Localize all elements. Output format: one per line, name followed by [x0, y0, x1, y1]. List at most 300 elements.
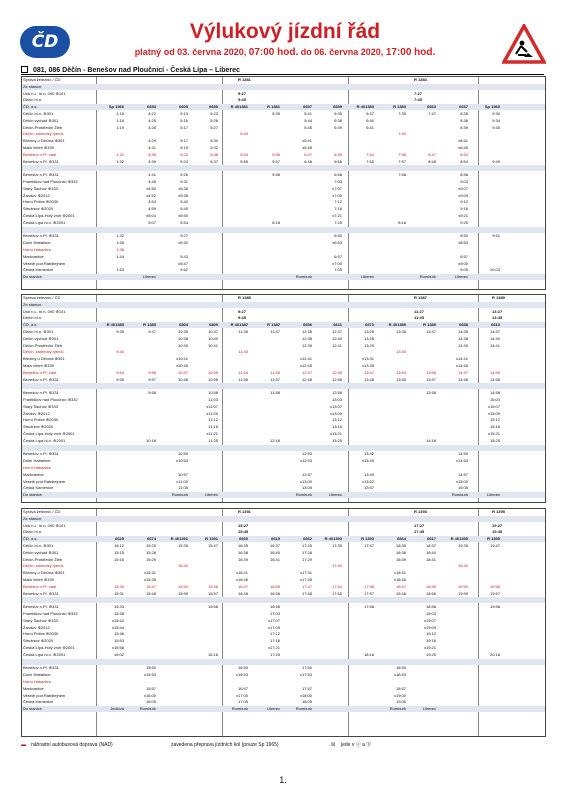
connection-time: 5:27 [238, 90, 247, 96]
time-cell: 4:22 [148, 111, 156, 116]
time-cell: 18:48 [395, 590, 406, 596]
time-cell: 7:54 [366, 151, 374, 157]
table-row [22, 104, 545, 110]
time-cell: 18:57 [395, 685, 406, 691]
time-cell: 14:48 [457, 376, 468, 382]
station-name: Správa železnic / ČD [23, 295, 61, 300]
time-cell: 16:50 [237, 665, 248, 671]
route-heading [21, 66, 544, 75]
legend [21, 741, 544, 749]
table-row [22, 679, 545, 685]
time-cell: x9:07 [458, 185, 468, 191]
time-cell: x5:47 [178, 260, 188, 266]
timetable-block-3 [21, 508, 546, 737]
time-cell: 8:57 [460, 253, 468, 259]
time-cell: 16:40 [269, 549, 280, 555]
time-cell: x15:31 [143, 570, 156, 576]
connection-time: 13:45 [492, 315, 503, 321]
time-cell: 11:47 [270, 329, 280, 334]
connection-time: 7:45 [414, 97, 423, 103]
train-number: 6656 [303, 322, 312, 328]
time-cell: 15:28 [145, 549, 156, 555]
train-number: 6615 [271, 536, 280, 542]
time-cell: 17:12 [269, 631, 280, 637]
time-cell: 5:26 [210, 117, 218, 123]
time-cell: 15:31 [113, 590, 124, 596]
table-row [22, 233, 545, 239]
table-row [22, 523, 545, 529]
time-cell: x12:53 [299, 458, 312, 464]
time-cell: 6:39 [334, 124, 342, 130]
station-name: Veselé pod Rabštejnem [23, 478, 66, 484]
station-name: Březiny u Děčína ⊕301 [23, 138, 65, 144]
time-cell: 4:45 [148, 179, 156, 184]
time-cell: 7:03 [334, 179, 342, 184]
train-heading: R 1385 [238, 295, 251, 300]
time-cell: 9:35 [116, 329, 124, 334]
time-cell: 8:18 [398, 219, 406, 225]
train-number: 6653 [147, 104, 156, 110]
station-name: Stružnice ⊕2020 [23, 206, 54, 212]
time-cell: 15:53 [113, 638, 124, 644]
train-number: R 1393 [361, 536, 374, 542]
time-cell: 1:31 [116, 151, 124, 157]
time-cell: 19:12 [425, 631, 436, 637]
time-cell: 17:05 [237, 699, 248, 705]
train-number: R 401383 [356, 104, 374, 110]
time-cell: 17:28 [301, 549, 312, 555]
time-cell: 1:38 [116, 247, 124, 252]
time-cell: x4:50 [146, 185, 156, 191]
time-cell: x10:53 [175, 458, 188, 464]
valid-to-time: 17:00 hod. [385, 47, 436, 58]
time-cell: 13:47 [363, 369, 374, 375]
table-row [22, 625, 545, 631]
station-name: Ústí n.L. hl.n. 090 ⊕101 [23, 522, 66, 528]
time-cell: 11:16 [208, 424, 218, 430]
time-cell: 18:35 [395, 543, 406, 548]
time-cell: 14:50 [457, 451, 468, 457]
time-cell: 13:48 [363, 376, 374, 382]
table-row [22, 240, 545, 246]
time-cell: 13:58 [425, 390, 436, 396]
time-cell: 11:05 [178, 485, 188, 491]
time-cell: x5:50 [178, 213, 188, 218]
time-cell: 5:13 [180, 111, 188, 116]
time-cell: 16:58 [269, 604, 280, 610]
time-cell: 11:40 [238, 349, 248, 355]
station-name: Do stanice [23, 492, 42, 498]
table-row [22, 618, 545, 624]
station-name: Žandov ⊕2012 [23, 192, 50, 198]
time-cell: 6:37 [366, 111, 374, 116]
station-name: Děčín hl.n. ⊕301 [23, 543, 54, 548]
table-row [22, 84, 545, 90]
time-cell: 16:38 [237, 549, 248, 555]
time-cell: 5:45 [304, 124, 312, 130]
time-cell: 12:47 [301, 369, 312, 375]
time-cell: 16:48 [237, 590, 248, 596]
time-cell: 15:16 [113, 556, 124, 562]
time-cell: Rumburk [451, 492, 468, 498]
table-row [22, 172, 545, 178]
station-name: Františkov nad Ploučnicí ⊕332 [23, 397, 78, 402]
connection-time: 19:45 [492, 529, 503, 535]
table-row [22, 159, 545, 165]
train-number: R 1395 [487, 536, 500, 542]
train-number: R 1389 [423, 322, 436, 328]
table-row [22, 543, 545, 549]
table-row [22, 77, 545, 83]
time-cell: 18:39 [395, 556, 406, 562]
train-number: R 1381 [267, 104, 280, 110]
station-name: Česká Lípa-Holý vrch ⊕2001 [23, 645, 75, 650]
table-row [22, 509, 545, 515]
time-cell: 1:32 [116, 158, 124, 164]
table-row [22, 699, 545, 705]
time-cell: x10:45 [175, 363, 188, 368]
station-name: Starý Šachov ⊕333 [23, 617, 58, 623]
time-cell: x5:36 [178, 185, 188, 191]
time-cell: 18:58 [425, 604, 436, 610]
time-cell: 15:55 [177, 590, 188, 596]
table-row [22, 206, 545, 212]
time-cell: 8:53 [460, 151, 468, 157]
time-cell: Rumburk [231, 706, 248, 712]
station-name: Malá Veleň ⊕339 [23, 145, 54, 150]
time-cell: 9:34 [492, 117, 500, 123]
time-cell: 13:40 [395, 349, 406, 355]
time-cell: 16:02 [113, 651, 124, 657]
time-cell: 17:54 [331, 583, 342, 589]
x-mark-icon: ☒ [331, 742, 336, 748]
time-cell: x19:09 [423, 624, 436, 630]
time-cell: 11:12 [208, 417, 218, 423]
table-row [22, 111, 545, 117]
time-cell: 4:59 [148, 206, 156, 212]
table-row [22, 227, 545, 233]
time-cell: 9:49 [492, 158, 500, 164]
table-row [22, 597, 545, 603]
time-cell: 5:17 [180, 138, 188, 144]
time-cell: 18:56 [425, 590, 436, 596]
train-number: R 401389 [388, 322, 406, 328]
time-cell: 7:55 [366, 158, 374, 164]
time-cell: 8:48 [428, 158, 436, 164]
time-cell: x15:07 [487, 403, 500, 409]
table-row [22, 152, 545, 158]
time-cell: x14:53 [455, 458, 468, 464]
time-cell: 12:35 [301, 329, 312, 334]
station-name: Děčín hl.n. [23, 315, 43, 321]
time-cell: x19:00 [393, 692, 406, 698]
time-cell: x13:35 [361, 363, 374, 368]
time-cell: 16:55 [269, 583, 280, 589]
time-cell: Liberec [328, 492, 342, 498]
station-name: Ústí n.L. hl.n. 090 ⊕101 [23, 90, 66, 96]
station-name: Horní Police ⊕2030 [23, 199, 59, 205]
table-row [22, 693, 545, 699]
time-cell: x15:35 [143, 577, 156, 582]
time-cell: Liberec [422, 706, 436, 712]
time-cell: Rumburk [389, 706, 406, 712]
time-cell: 6:55 [334, 151, 342, 157]
time-cell: x17:09 [267, 624, 280, 630]
time-cell: 7:40 [398, 131, 406, 137]
connection-time: 7:27 [414, 90, 423, 96]
time-cell: 5:55 [240, 158, 248, 164]
station-name: Česká Lípa-Holý vrch ⊕2001 [23, 431, 75, 436]
table-row [22, 336, 545, 342]
table-row [22, 302, 545, 308]
time-cell: 7:25 [334, 219, 342, 225]
station-name: ČD, a.s. [23, 322, 38, 328]
time-cell: x16:00 [143, 692, 156, 698]
legend-note: zaveden​a přeprava jízdních kol (pouze Sp 1965) [171, 742, 279, 748]
train-number: 6613 [491, 322, 500, 328]
time-cell: 12:38 [301, 335, 312, 341]
time-cell: 5:32 [210, 145, 218, 150]
time-cell: Rumburk [171, 492, 188, 498]
table-row [22, 492, 545, 498]
station-name: Česká Kamenice [23, 267, 54, 273]
table-row [22, 659, 545, 665]
time-cell: 9:35 [492, 124, 500, 130]
table-row [22, 349, 545, 355]
table-row [22, 377, 545, 383]
time-cell: 13:54 [395, 369, 406, 375]
time-cell: Liberec [266, 706, 280, 712]
time-cell: 1:15 [116, 111, 124, 116]
time-cell: 15:12 [489, 417, 500, 423]
time-cell: 10:56 [207, 376, 218, 382]
table-row [22, 138, 545, 144]
time-cell: x16:41 [235, 570, 248, 576]
train-number: R 401385 [106, 322, 124, 328]
valid-mid: do 06. června 2020, [300, 47, 384, 57]
time-cell: 7:35 [398, 111, 406, 116]
time-cell: 5:40 [240, 131, 248, 137]
station-name: Děčín východ ⊕301 [23, 549, 59, 555]
train-heading: R 1389 [492, 295, 505, 300]
time-cell: 1:18 [116, 117, 124, 123]
table-row [22, 370, 545, 376]
time-cell: x15:42 [111, 617, 124, 623]
station-name: Česká Kamenice [23, 699, 54, 705]
station-name: Veselé pod Rabštejnem [23, 692, 66, 698]
table-row [22, 570, 545, 576]
train-number: 6663 [427, 104, 436, 110]
time-cell: 5:27 [180, 233, 188, 239]
time-cell: 10:48 [177, 376, 188, 382]
connection-time: 15:27 [238, 522, 249, 528]
time-cell: 10:03 [489, 267, 500, 273]
station-name: Ze stanice [23, 83, 42, 89]
time-cell: 15:58 [207, 604, 218, 610]
station-name: Březiny u Děčína ⊕301 [23, 356, 65, 362]
station-name: Benešov n.Pl. ⊕331 [23, 451, 59, 457]
roadworks-warning-icon [502, 24, 546, 64]
station-name: Horní Habartice [23, 247, 52, 252]
time-cell: 6:58 [334, 172, 342, 178]
time-cell: 14:18 [425, 437, 436, 443]
connection-time: 17:45 [414, 529, 425, 535]
station-name: Děčín-Prostřední Žleb [23, 124, 63, 130]
table-row [22, 577, 545, 583]
table-row [22, 179, 545, 185]
train-number: R 401395 [450, 536, 468, 542]
time-cell: x19:21 [423, 645, 436, 650]
bus-icon: ▬ [21, 742, 26, 748]
legend-x-note: jede v ⓐ a ⓑ [341, 742, 372, 748]
time-cell: 5:56 [272, 151, 280, 157]
time-cell: 5:54 [180, 219, 188, 225]
time-cell: 12:48 [301, 376, 312, 382]
time-cell: 15:46 [113, 631, 124, 637]
connection-time: 5:45 [238, 97, 247, 103]
time-cell: x18:45 [393, 577, 406, 582]
table-row [22, 404, 545, 410]
time-cell: x17:21 [267, 645, 280, 650]
time-cell: 6:38 [334, 117, 342, 123]
table-row [22, 665, 545, 671]
time-cell: 4:26 [148, 124, 156, 130]
time-cell: 5:44 [304, 117, 312, 123]
train-heading: R 1395 [492, 509, 505, 514]
station-name: ČD, a.s. [23, 536, 38, 542]
connection-time: 17:27 [414, 522, 425, 528]
train-number: 6625 [115, 536, 124, 542]
table-row [22, 254, 545, 260]
station-name: Dolní Habartice [23, 458, 51, 464]
time-cell: 5:17 [180, 124, 188, 130]
time-cell: Rumburk [419, 274, 436, 280]
station-name: Do stanice [23, 706, 42, 712]
time-cell: 12:58 [331, 390, 342, 396]
station-name: Děčín východ ⊕301 [23, 117, 59, 123]
time-cell: 15:48 [145, 590, 156, 596]
train-number: R 1391 [205, 536, 218, 542]
time-cell: 9:57 [148, 376, 156, 382]
station-name: Žandov ⊕2012 [23, 410, 50, 416]
train-heading: R 1383 [414, 77, 427, 82]
time-cell: 8:47 [428, 151, 436, 157]
validity-line [80, 47, 490, 58]
time-cell: 8:58 [460, 172, 468, 178]
train-number: R 1383 [393, 104, 406, 110]
time-cell: 15:30 [113, 583, 124, 589]
table-row [22, 199, 545, 205]
time-cell: 7:56 [398, 151, 406, 157]
time-cell: 13:55 [395, 376, 406, 382]
time-cell: x10:41 [175, 356, 188, 362]
train-number: 6664 [397, 536, 406, 542]
time-cell: 5:16 [180, 117, 188, 123]
station-name: Děčín, zámecký rybník [23, 349, 64, 355]
train-number: 6637 [459, 104, 468, 110]
time-cell: 6:41 [366, 124, 374, 130]
station-name: Dolní Habartice [23, 672, 51, 678]
time-cell: x9:09 [458, 192, 468, 198]
time-cell: 13:56 [425, 369, 436, 375]
connection-time: 11:45 [414, 315, 425, 321]
table-row [22, 451, 545, 457]
time-cell: x18:00 [299, 692, 312, 698]
time-cell: 12:39 [301, 342, 312, 348]
table-row [22, 516, 545, 522]
station-name: Děčín hl.n. ⊕301 [23, 111, 54, 116]
time-cell: 5:31 [180, 179, 188, 184]
time-cell: 6:47 [304, 151, 312, 157]
station-name: Markvartice [23, 685, 44, 691]
station-name: Benešov n.Pl. ⊕331 [23, 665, 59, 671]
time-cell: 7:12 [334, 199, 342, 205]
time-cell: Liberec [486, 492, 500, 498]
time-cell: 8:39 [460, 124, 468, 130]
table-row [22, 363, 545, 369]
time-cell: x9:21 [458, 213, 468, 218]
time-cell: 10:39 [177, 342, 188, 348]
time-cell: 5:26 [180, 172, 188, 178]
station-name: Benešov n.Pl. ⊕331 [23, 376, 59, 382]
time-cell: 12:18 [269, 437, 280, 443]
table-row [22, 584, 545, 590]
station-name: Děčín, zámecký rybník [23, 563, 64, 569]
train-heading: R 1391 [238, 509, 251, 514]
time-cell: 4:41 [148, 172, 156, 178]
time-cell: 15:25 [145, 543, 156, 548]
time-cell: 17:03 [269, 611, 280, 616]
time-cell: 14:41 [489, 342, 500, 348]
station-name: Děčín, zámecký rybník [23, 131, 64, 137]
time-cell: 11:25 [208, 437, 218, 443]
time-cell: 9:47 [148, 329, 156, 334]
time-cell: 6:56 [334, 158, 342, 164]
valid-prefix: platný od 03. června 2020, [134, 47, 247, 57]
time-cell: 5:54 [240, 151, 248, 157]
time-cell: 12:57 [301, 471, 312, 477]
time-cell: x15:53 [143, 672, 156, 678]
time-cell: 5:27 [210, 124, 218, 130]
time-cell: 4:25 [148, 117, 156, 123]
time-cell: 15:47 [207, 543, 218, 548]
station-name: Březiny u Děčína ⊕301 [23, 570, 65, 576]
station-name: Horní Habartice [23, 465, 52, 470]
time-cell: 4:29 [148, 138, 156, 144]
train-number: 6809 [209, 322, 218, 328]
time-cell: 10:57 [177, 471, 188, 477]
table-row [22, 431, 545, 437]
time-cell: 5:41 [304, 111, 312, 116]
route-title: 081, 086 Děčín - Benešov nad Ploučnicí - Česká Lípa – Liberec [32, 67, 240, 74]
time-cell: 9:55 [116, 376, 124, 382]
time-cell: 12:55 [331, 369, 342, 375]
time-cell: 5:30 [210, 138, 218, 144]
time-cell: 14:38 [457, 335, 468, 341]
time-cell: 17:47 [301, 583, 312, 589]
station-name: Česká Lípa hl.n. ⊕2001 [23, 219, 66, 225]
time-cell: x8:45 [458, 145, 468, 150]
station-name: Malá Veleň ⊕339 [23, 577, 54, 582]
time-cell: Jedlová [110, 706, 124, 712]
time-cell: 14:56 [489, 376, 500, 382]
time-cell: 18:55 [425, 583, 436, 589]
connection-time: 13:27 [492, 308, 503, 314]
time-cell: 16:41 [269, 556, 280, 562]
train-number: 6662 [303, 536, 312, 542]
time-cell: x7:07 [332, 185, 342, 191]
train-number: 6658 [459, 322, 468, 328]
